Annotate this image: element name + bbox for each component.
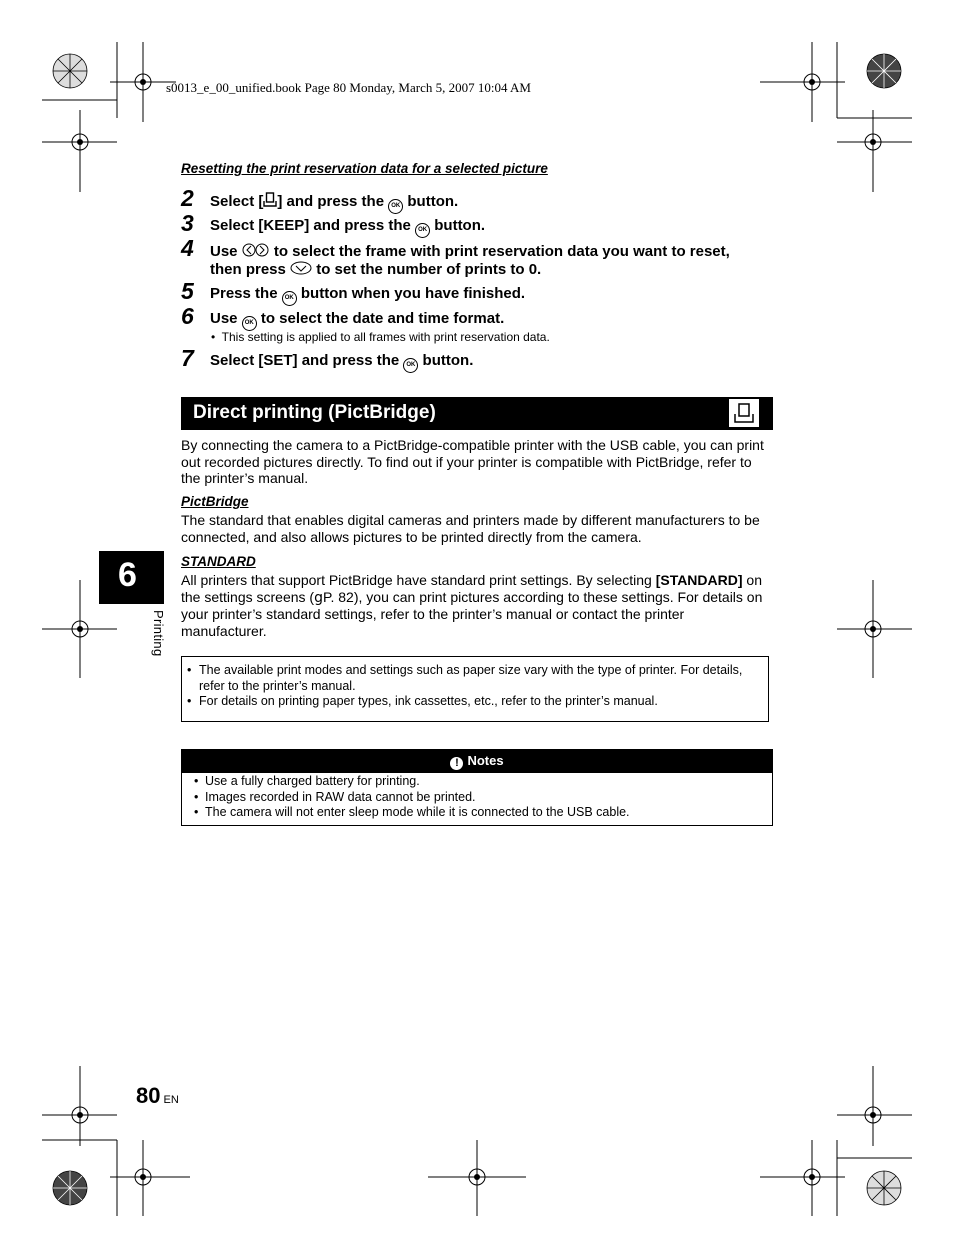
step-text: Select [SET] and press the OK button. [210,352,473,373]
tip-item: • For details on printing paper types, ink cassettes, etc., refer to the printer’s manual. [182,694,768,710]
left-right-arrow-buttons-icon [242,242,270,258]
standard-text: All printers that support PictBridge have standard print settings. By selecting [STANDARD] on the settings screens (gP. 82), you can print pictures according to these settings. For details on your printer’s standard settings, refer to the printer’s manual or contact the printer manufacturer. [181,572,763,639]
step-text: Press the OK button when you have finished. [210,285,525,306]
pictbridge-text: The standard that enables digital cameras and printers made by different manufacturers to be connected, and also allows pictures to be printed directly from the camera. [181,512,760,545]
notes-header: ! Notes [182,750,772,773]
notes-body [182,773,772,821]
print-mode-icon [729,399,759,427]
step-text: Select [ ] and press the OK button. [210,192,458,214]
ok-button-icon: OK [388,199,403,214]
step-number: 5 [181,278,194,304]
standard-heading: STANDARD [181,554,256,569]
step-number: 2 [181,185,194,211]
up-down-arrow-buttons-icon [290,261,312,275]
step-6-note: • This setting is applied to all frames with print reservation data. [211,330,550,344]
banner-title: Direct printing (PictBridge) [193,402,436,423]
notes-box [181,749,773,826]
step-text: Use OK to select the date and time format. [210,310,504,331]
chapter-label: Printing [151,610,166,657]
page-reference-icon: g [314,589,323,606]
step-text: Use to select the frame with print reservation data you want to reset, then press to set the number of prints to 0. [210,243,730,278]
ok-button-icon: OK [403,358,418,373]
step-text: Select [KEEP] and press the OK button. [210,217,485,238]
print-icon [263,192,277,208]
section-title: Resetting the print reservation data for a selected picture [181,161,548,176]
ok-button-icon: OK [415,223,430,238]
page-number: 80 EN [136,1083,179,1108]
step-number: 6 [181,303,194,329]
step-number: 3 [181,210,194,236]
tip-item: • The available print modes and settings such as paper size vary with the type of printer. For details, refer to the printer’s manual. [182,663,768,694]
chapter-number: 6 [118,556,137,594]
ok-button-icon: OK [282,291,297,306]
caution-icon: ! [450,757,463,770]
section-banner [181,397,773,430]
book-info-header: s0013_e_00_unified.book Page 80 Monday, March 5, 2007 10:04 AM [166,80,531,95]
intro-paragraph: By connecting the camera to a PictBridge-compatible printer with the USB cable, you can print out recorded pictures directly. To find out if your printer is compatible with PictBridge, refer to the printer’s manual. [181,437,764,486]
language-code: EN [163,1094,179,1106]
step-number: 4 [181,235,194,261]
note-item: • The camera will not enter sleep mode while it is connected to the USB cable. [182,805,772,821]
step-number: 7 [181,345,194,371]
tip-box [181,656,769,722]
chapter-tab [99,551,164,604]
pictbridge-heading: PictBridge [181,494,249,509]
note-item: • Images recorded in RAW data cannot be printed. [182,790,772,806]
note-item: • Use a fully charged battery for printing. [182,774,772,790]
ok-button-icon: OK [242,316,257,331]
